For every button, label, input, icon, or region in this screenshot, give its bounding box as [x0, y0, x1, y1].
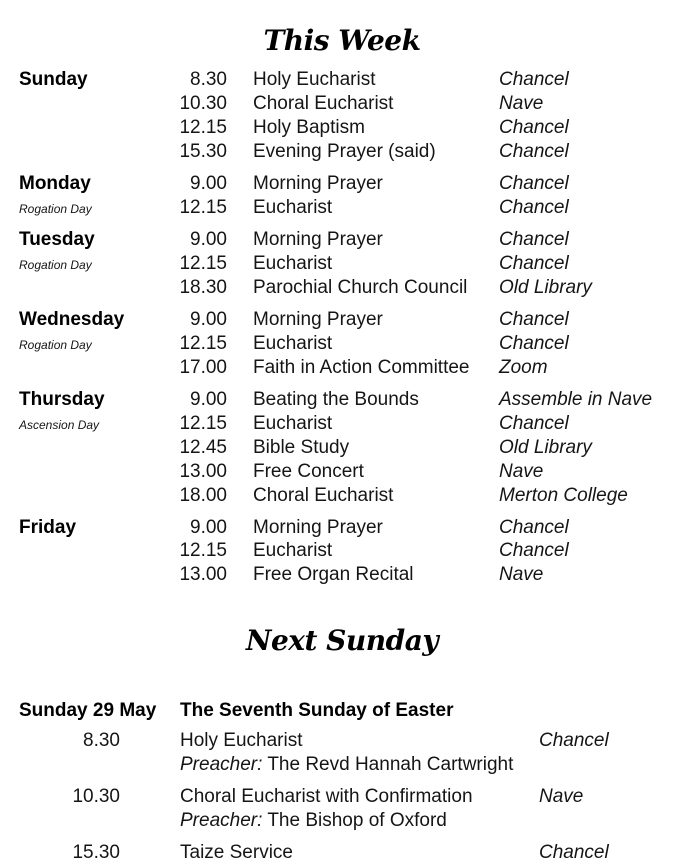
service-name: Morning Prayer [253, 517, 383, 538]
service-time: 18.30 [179, 277, 227, 298]
service-name: Beating the Bounds [253, 389, 419, 410]
service-time: 13.00 [179, 564, 227, 585]
service-location: Old Library [499, 437, 592, 458]
service-location: Chancel [499, 413, 569, 434]
service-location: Nave [539, 786, 584, 807]
preacher-name: The Bishop of Oxford [267, 810, 447, 831]
service-name: Bible Study [253, 437, 350, 458]
service-name: Morning Prayer [253, 309, 383, 330]
service-location: Chancel [499, 69, 569, 90]
preacher-name: The Revd Hannah Cartwright [267, 754, 514, 775]
service-time: 12.15 [179, 540, 227, 561]
service-name: Taize Service [180, 842, 293, 863]
service-location: Nave [499, 93, 544, 114]
service-name: Free Concert [253, 461, 364, 482]
service-time: 9.00 [190, 517, 227, 538]
service-time: 12.15 [179, 117, 227, 138]
service-location: Zoom [499, 357, 548, 378]
service-name: Eucharist [253, 333, 333, 354]
service-location: Assemble in Nave [499, 389, 653, 410]
day-name: Monday [19, 173, 91, 194]
day-name: Sunday [19, 69, 88, 90]
day-note: Rogation Day [19, 338, 92, 352]
service-location: Chancel [499, 117, 569, 138]
service-location: Nave [499, 461, 544, 482]
next-sunday-occasion: The Seventh Sunday of Easter [180, 700, 454, 721]
service-name: Free Organ Recital [253, 564, 414, 585]
service-time: 12.15 [179, 333, 227, 354]
service-time: 9.00 [190, 309, 227, 330]
day-note: Rogation Day [19, 258, 92, 272]
service-name: Evening Prayer (said) [253, 141, 436, 162]
day-note: Rogation Day [19, 202, 92, 216]
service-location: Old Library [499, 277, 592, 298]
service-time: 12.45 [179, 437, 227, 458]
service-name: Eucharist [253, 540, 333, 561]
service-name: Morning Prayer [253, 229, 383, 250]
service-name: Eucharist [253, 197, 333, 218]
service-time: 12.15 [179, 253, 227, 274]
service-time: 9.00 [190, 389, 227, 410]
service-time: 9.00 [190, 229, 227, 250]
service-location: Nave [499, 564, 544, 585]
preacher-line [180, 810, 447, 832]
service-location: Chancel [499, 333, 569, 354]
service-location: Chancel [499, 540, 569, 561]
day-name: Thursday [19, 389, 105, 410]
service-location: Chancel [539, 730, 609, 751]
service-location: Chancel [539, 842, 609, 863]
service-time: 8.30 [190, 69, 227, 90]
service-location: Chancel [499, 253, 569, 274]
service-time: 15.30 [179, 141, 227, 162]
next-sunday-heading: Next Sunday [245, 624, 439, 657]
service-time: 10.30 [179, 93, 227, 114]
preacher-label: Preacher: [180, 810, 263, 831]
service-location: Chancel [499, 141, 569, 162]
service-name: Holy Baptism [253, 117, 365, 138]
this-week-heading: This Week [263, 24, 421, 57]
service-name: Choral Eucharist with Confirmation [180, 786, 473, 807]
service-time: 13.00 [179, 461, 227, 482]
service-location: Chancel [499, 197, 569, 218]
service-name: Eucharist [253, 413, 333, 434]
service-time: 10.30 [72, 786, 120, 807]
day-note: Ascension Day [19, 418, 100, 432]
service-location: Chancel [499, 517, 569, 538]
service-time: 17.00 [179, 357, 227, 378]
service-location: Chancel [499, 309, 569, 330]
preacher-line [180, 754, 513, 776]
day-name: Friday [19, 517, 77, 538]
service-name: Holy Eucharist [253, 69, 376, 90]
service-time: 12.15 [179, 197, 227, 218]
service-time: 8.30 [83, 730, 120, 751]
service-name: Holy Eucharist [180, 730, 303, 751]
service-time: 18.00 [179, 485, 227, 506]
service-name: Faith in Action Committee [253, 357, 470, 378]
service-time: 12.15 [179, 413, 227, 434]
service-name: Morning Prayer [253, 173, 383, 194]
preacher-label: Preacher: [180, 754, 263, 775]
service-time: 15.30 [72, 842, 120, 863]
service-location: Chancel [499, 229, 569, 250]
day-name: Wednesday [19, 309, 125, 330]
service-location: Chancel [499, 173, 569, 194]
service-time: 9.00 [190, 173, 227, 194]
service-name: Choral Eucharist [253, 485, 394, 506]
day-name: Tuesday [19, 229, 95, 250]
service-location: Merton College [499, 485, 628, 506]
service-name: Choral Eucharist [253, 93, 394, 114]
service-name: Eucharist [253, 253, 333, 274]
next-sunday-date: Sunday 29 May [19, 700, 157, 721]
service-name: Parochial Church Council [253, 277, 468, 298]
